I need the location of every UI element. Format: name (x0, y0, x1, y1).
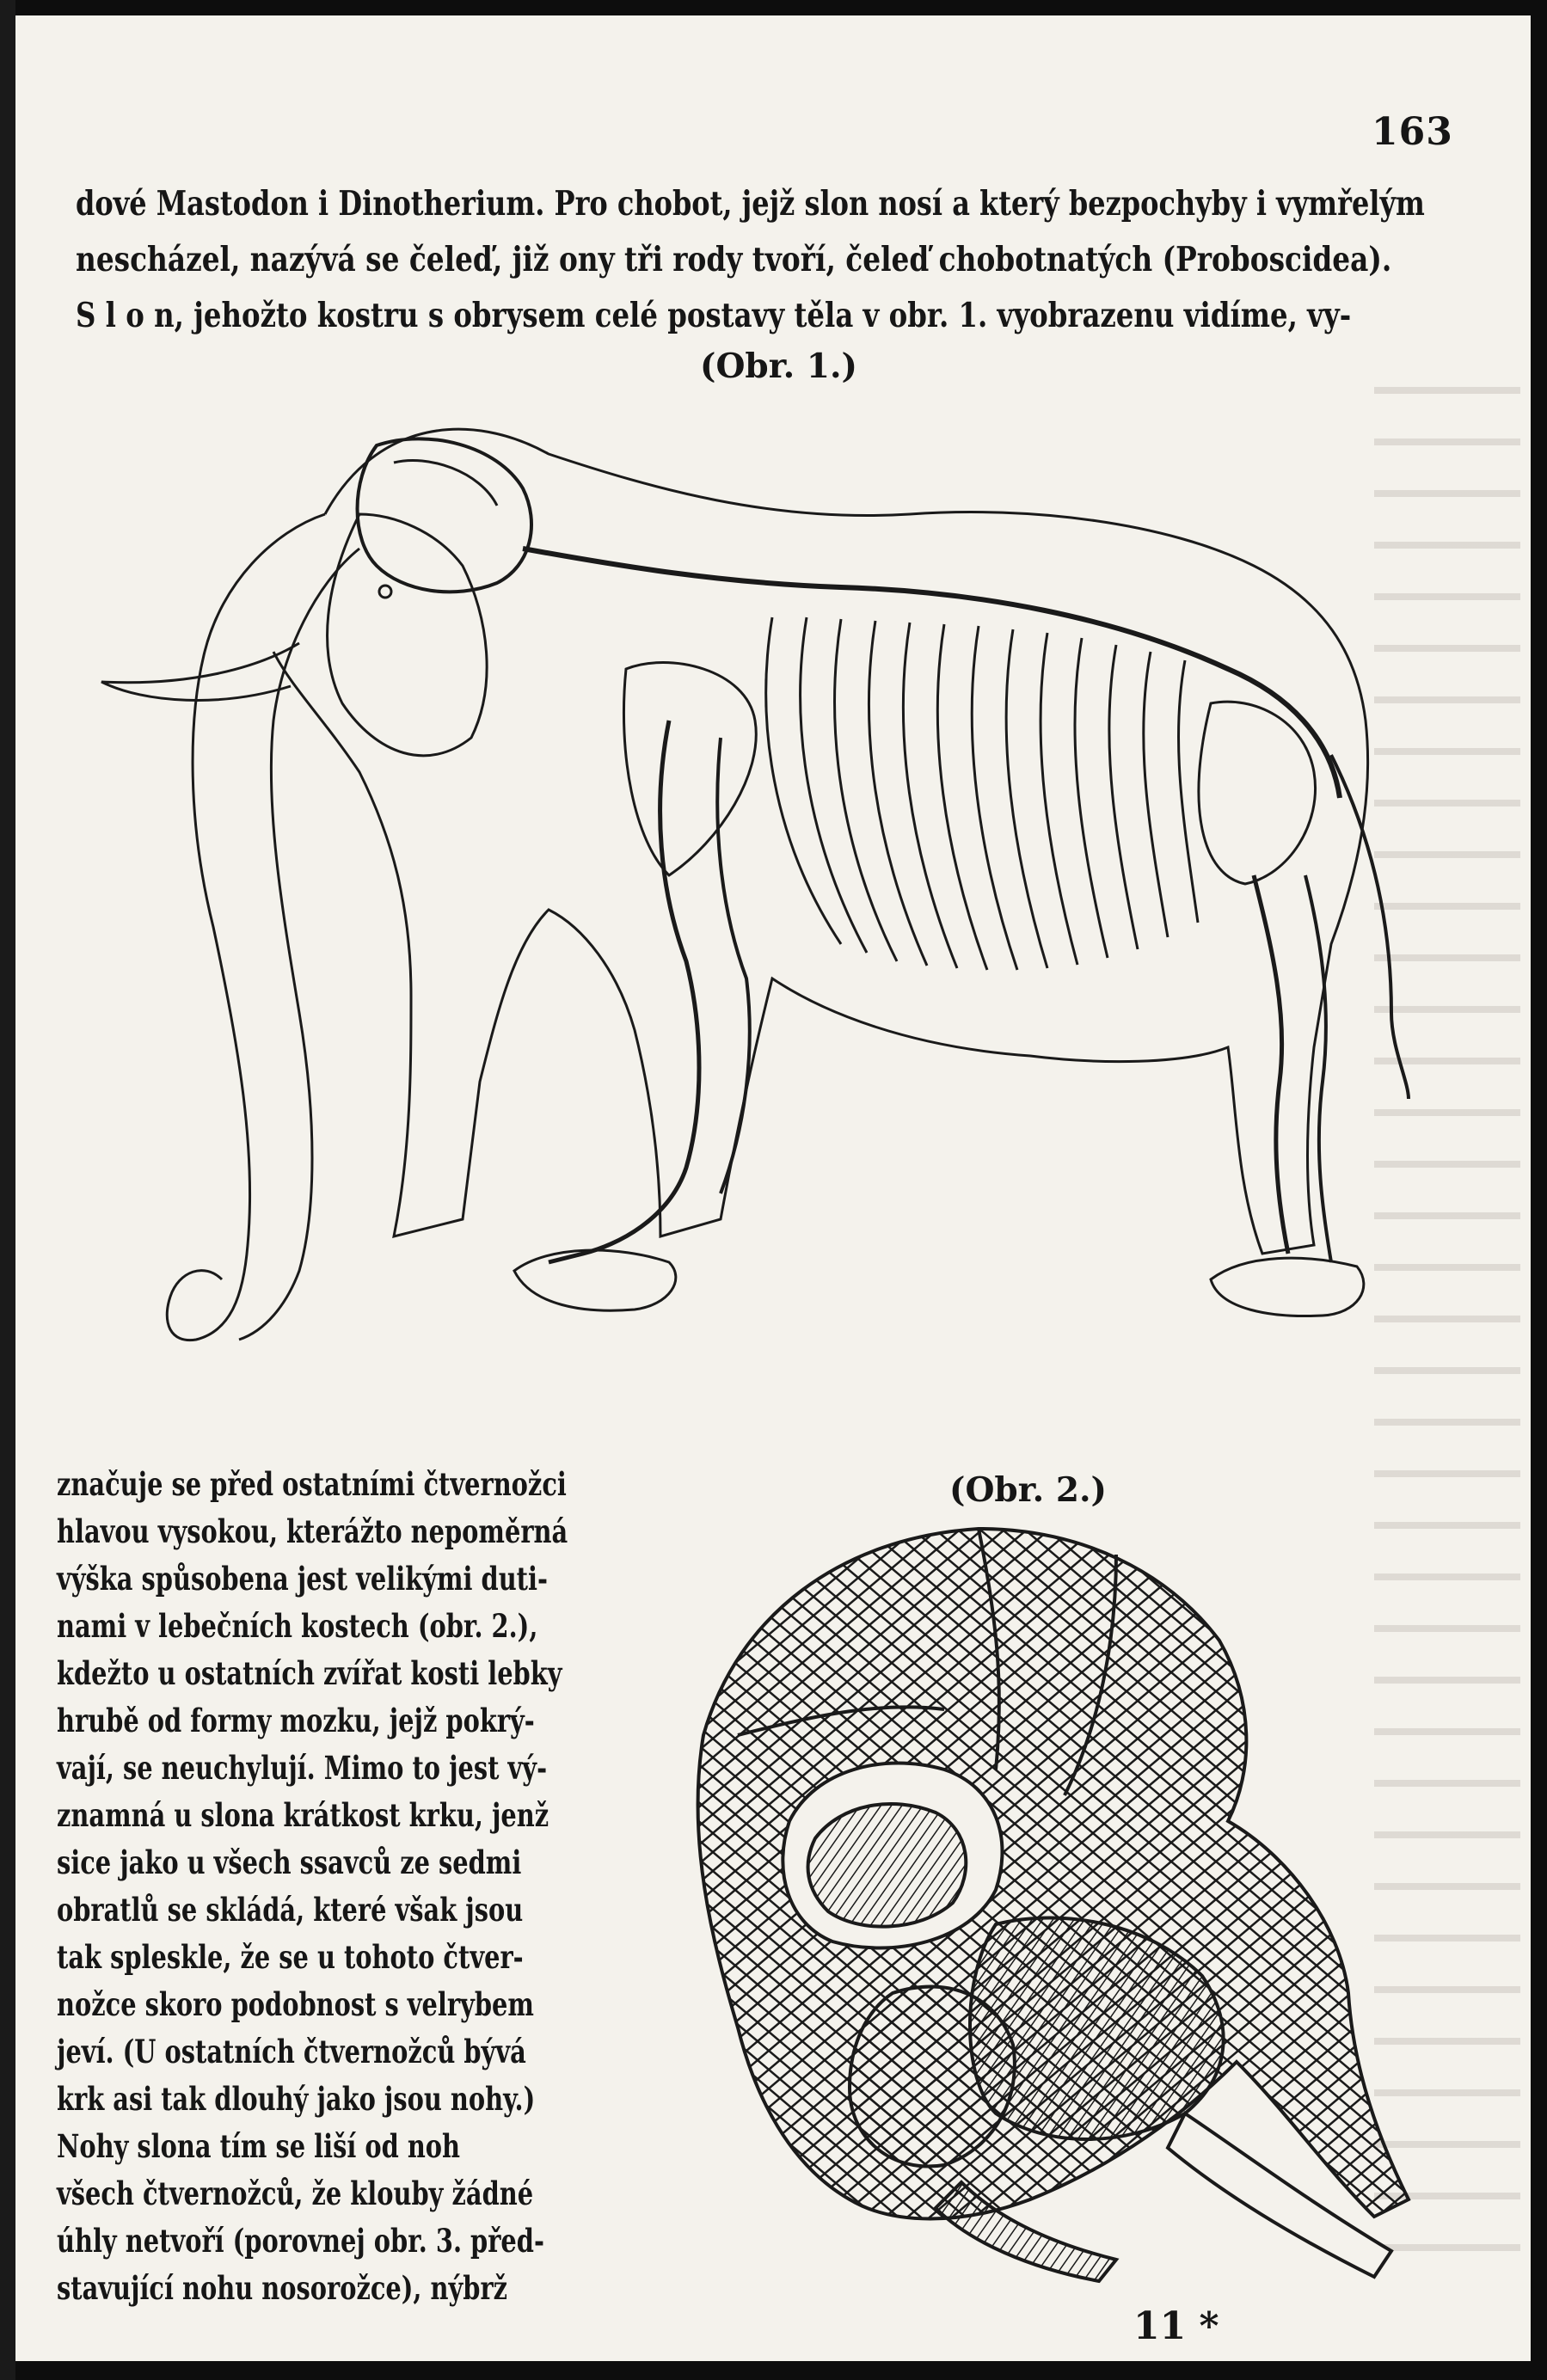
column-text-line-8: znamná u slona krátkost krku, jenž (57, 1796, 549, 1834)
column-text-line-2: hlavou vysokou, kterážto nepoměrná (57, 1512, 568, 1550)
elephant-skull-section-illustration (635, 1512, 1477, 2285)
column-text-line-10: obratlů se skládá, které však jsou (57, 1891, 524, 1929)
column-text-line-16: všech čtvernožců, že klouby žádné (57, 2175, 534, 2212)
scan-border (0, 0, 15, 2380)
column-text-line-3: výška spůsobena jest velikými duti- (57, 1560, 548, 1598)
figure-1-caption: (Obr. 1.) (700, 347, 857, 386)
column-text-line-1: značuje se před ostatními čtvernožci (57, 1465, 567, 1503)
column-text-line-9: sice jako u všech ssavců ze sedmi (57, 1843, 522, 1881)
column-text-line-11: tak spleskle, že se u tohoto čtver- (57, 1938, 524, 1976)
book-page (15, 15, 1531, 2361)
page-number: 163 (1372, 110, 1453, 154)
column-text-line-5: kdežto u ostatních zvířat kosti lebky (57, 1654, 562, 1692)
column-text-line-4: nami v lebečních kostech (obr. 2.), (57, 1607, 538, 1645)
column-text-line-14: krk asi tak dlouhý jako jsou nohy.) (57, 2080, 536, 2118)
elephant-skeleton-illustration (67, 394, 1460, 1469)
figure-2-caption: (Obr. 2.) (949, 1470, 1107, 1510)
body-text-line-3: S l o n, jehožto kostru s obrysem celé postavy těla v obr. 1. vyobrazenu vidíme, vy- (76, 296, 1352, 335)
body-text-line-1: dové Mastodon i Dinotherium. Pro chobot, jejž slon nosí a který bezpochyby i vymřelým (76, 184, 1425, 224)
column-text-line-15: Nohy slona tím se liší od noh (57, 2127, 461, 2165)
column-text-line-6: hrubě od formy mozku, jejž pokrý- (57, 1702, 535, 1739)
column-text-line-18: stavující nohu nosorožce), nýbrž (57, 2269, 508, 2307)
column-text-line-7: vají, se neuchylují. Mimo to jest vý- (57, 1749, 548, 1787)
column-text-line-13: jeví. (U ostatních čtvernožců bývá (57, 2033, 526, 2070)
column-text-line-17: úhly netvoří (porovnej obr. 3. před- (57, 2222, 544, 2260)
signature-mark: 11 * (1133, 2304, 1219, 2348)
column-text-line-12: nožce skoro podobnost s velrybem (57, 1985, 534, 2023)
body-text-line-2: nescházel, nazývá se čeleď, již ony tři rody tvoří, čeleď chobotnatých (Proboscidea). (76, 240, 1392, 279)
